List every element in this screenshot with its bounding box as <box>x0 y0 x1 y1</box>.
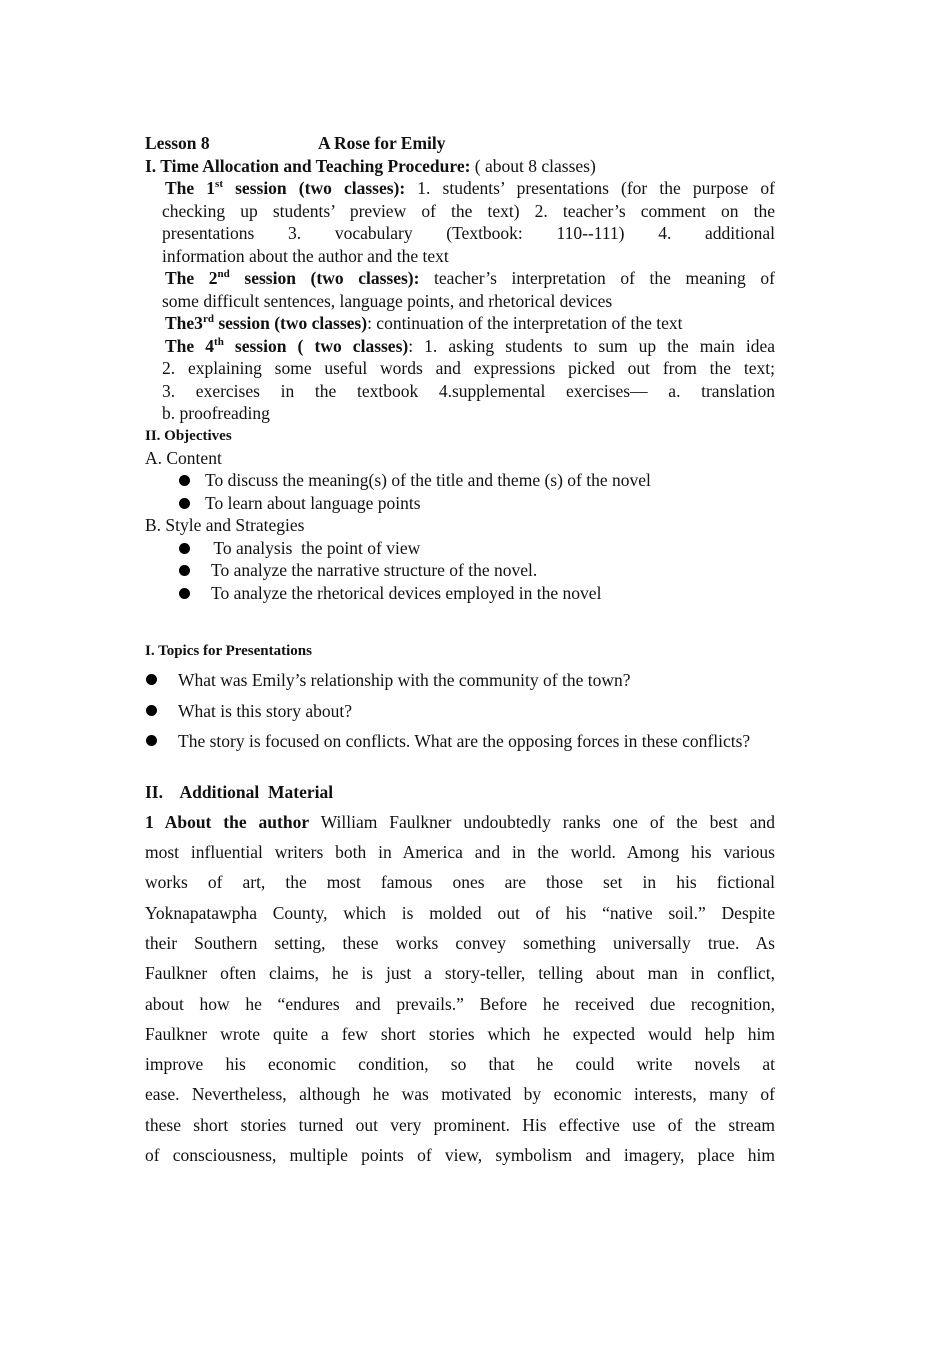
session-3: The3rd session (two classes): continuation of the interpretation of the text <box>165 313 683 333</box>
objective-item: To analyze the rhetorical devices employed in the novel <box>145 582 775 605</box>
topic-item: The story is focused on conflicts. What are the opposing forces in these conflicts? <box>145 726 775 757</box>
about-author-label: 1 About the author <box>145 811 310 832</box>
session-2: The 2nd session (two classes): teacher’s interpretation of the meaning of some difficult sentences, language points, and rhetorical devices <box>162 268 775 311</box>
bullet-icon <box>146 735 157 746</box>
bullet-icon <box>179 543 190 554</box>
session-4: The 4th session ( two classes): 1. asking students to sum up the main idea 2. explaining some useful words and expressions picked out from the text; 3. exercises in the textbook 4.supplemental exercises— a. translation b. proofreading <box>162 335 775 423</box>
additional-material-heading: II. Additional Material <box>145 781 334 802</box>
style-label: B. Style and Strategies <box>145 515 305 535</box>
bullet-icon <box>179 498 190 509</box>
bullet-icon <box>179 475 190 486</box>
objective-item: To discuss the meaning(s) of the title and theme (s) of the novel <box>145 469 775 492</box>
lesson-number: Lesson 8 <box>145 133 210 153</box>
objective-item: To learn about language points <box>145 492 775 515</box>
lesson-title-line <box>145 132 775 155</box>
objective-item: To analysis the point of view <box>145 537 775 560</box>
objective-item: To analyze the narrative structure of the novel. <box>145 559 775 582</box>
session-1: The 1st session (two classes): 1. students’ presentations (for the purpose of checking up students’ preview of the text) 2. teacher’s comment on the presentations 3. vocabulary (Textbook: 110--111) 4. additional information about the author and the text <box>162 178 775 266</box>
bullet-icon <box>146 705 157 716</box>
topic-item: What is this story about? <box>145 696 775 727</box>
document-page <box>145 132 775 1170</box>
topic-item: What was Emily’s relationship with the community of the town? <box>145 665 775 696</box>
topics-heading: I. Topics for Presentations <box>145 643 312 659</box>
bullet-icon <box>179 588 190 599</box>
objectives-heading: II. Objectives <box>145 427 232 444</box>
time-allocation-heading: I. Time Allocation and Teaching Procedure: ( about 8 classes) <box>145 155 596 176</box>
lesson-title: A Rose for Emily <box>318 133 446 153</box>
about-author-paragraph: 1 About the author William Faulkner undoubtedly ranks one of the best and most influential writers both in America and in the world. Among his various works of art, the most famous ones are those set in his fictional Yoknapatawpha County, which is molded out of his “native soil.” Despite their Southern setting, these works convey something universally true. As Faulkner often claims, he is just a story-teller, telling about man in conflict, about how he “endures and prevails.” Before he received due recognition, Faulkner wrote quite a few short stories which he expected would help him improve his economic condition, so that he could write novels at ease. Nevertheless, although he was motivated by economic interests, many of these short stories turned out very prominent. His effective use of the stream of consciousness, multiple points of view, symbolism and imagery, place him <box>145 811 775 1166</box>
content-label: A. Content <box>145 447 222 468</box>
bullet-icon <box>146 674 157 685</box>
bullet-icon <box>179 565 190 576</box>
